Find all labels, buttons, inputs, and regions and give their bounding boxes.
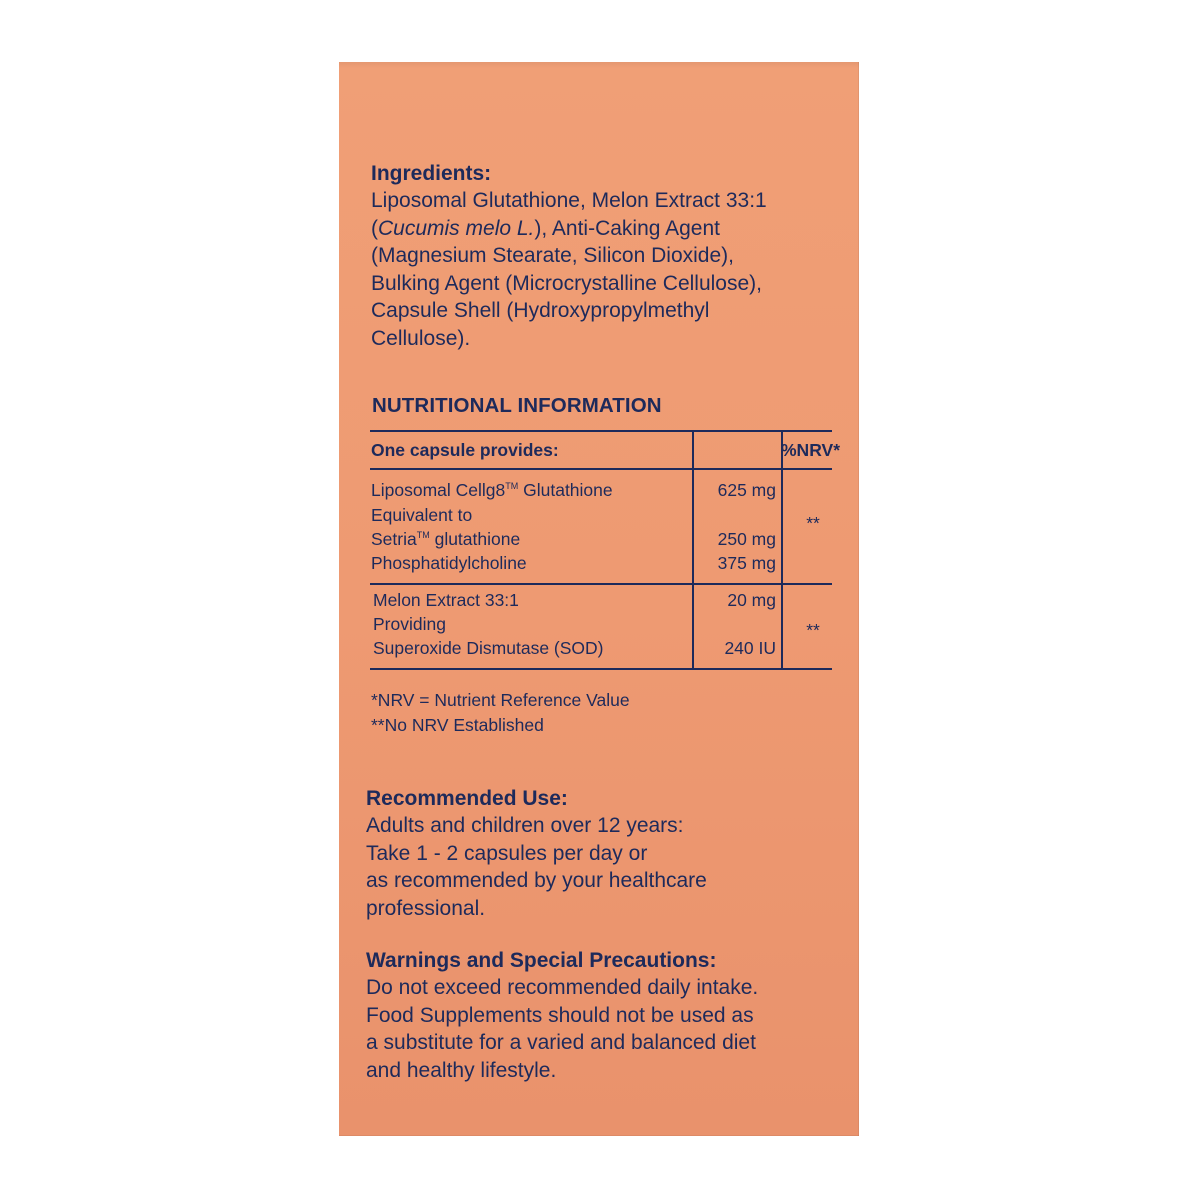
ingredients-text	[371, 187, 841, 352]
ingredients-line: (Cucumis melo L.), Anti-Caking Agent	[371, 216, 720, 240]
warnings-section	[366, 947, 846, 1084]
nutrition-footnotes	[371, 688, 630, 738]
nutrient-amount: 20 mg	[727, 590, 776, 610]
warnings-line: and healthy lifestyle.	[366, 1058, 557, 1082]
ingredients-latin-name: Cucumis melo L.	[378, 216, 535, 240]
ingredients-heading: Ingredients:	[371, 162, 492, 185]
ingredients-line: (Magnesium Stearate, Silicon Dioxide),	[371, 244, 734, 267]
ingredients-line: Cellulose).	[371, 326, 471, 350]
footnote: **No NRV Established	[371, 715, 544, 735]
nutrient-nrv: **	[806, 620, 820, 640]
warnings-line: a substitute for a varied and balanced diet	[366, 1031, 756, 1054]
nutrient-name: Phosphatidylcholine	[371, 553, 527, 573]
nutrient-name: Liposomal Cellg8™ Glutathione	[371, 480, 613, 500]
footnote: *NRV = Nutrient Reference Value	[371, 690, 630, 710]
table-header-nrv: %NRV*	[781, 440, 841, 460]
table-header-provides: One capsule provides:	[371, 440, 559, 460]
nutrition-table	[370, 430, 841, 670]
nutrient-name: Setria™ glutathione	[371, 529, 521, 549]
warnings-text	[366, 974, 846, 1084]
nutrient-amount: 240 IU	[724, 638, 776, 658]
warnings-line: Food Supplements should not be used as	[366, 1003, 754, 1027]
table-rule	[370, 430, 832, 432]
ingredients-line: Bulking Agent (Microcrystalline Cellulose),	[371, 271, 762, 295]
nutrition-title: NUTRITIONAL INFORMATION	[372, 394, 662, 417]
recommended-use-text	[366, 812, 836, 922]
recommended-use-line: Take 1 - 2 capsules per day or	[366, 841, 648, 865]
nutrient-amount: 625 mg	[717, 480, 776, 500]
recommended-use-line: Adults and children over 12 years:	[366, 814, 684, 837]
nutrient-name: Superoxide Dismutase (SOD)	[373, 638, 604, 658]
recommended-use-line: professional.	[366, 896, 486, 920]
warnings-heading: Warnings and Special Precautions:	[366, 949, 717, 972]
nutrient-nrv: **	[806, 513, 820, 533]
recommended-use-heading: Recommended Use:	[366, 787, 568, 810]
table-rule	[370, 668, 832, 670]
table-rule	[370, 468, 832, 470]
ingredients-line: Liposomal Glutathione, Melon Extract 33:1	[371, 189, 767, 212]
nutrient-name: Providing	[373, 614, 446, 634]
table-rule	[370, 583, 832, 585]
nutrient-amount: 250 mg	[717, 529, 776, 549]
nutrient-amount: 375 mg	[717, 553, 776, 573]
recommended-use-section	[366, 785, 836, 922]
recommended-use-line: as recommended by your healthcare	[366, 869, 707, 892]
nutrient-name: Equivalent to	[371, 505, 473, 525]
nutrient-name: Melon Extract 33:1	[373, 590, 519, 610]
warnings-line: Do not exceed recommended daily intake.	[366, 976, 759, 999]
product-label-panel	[339, 62, 859, 1136]
ingredients-section	[371, 160, 841, 352]
ingredients-line: Capsule Shell (Hydroxypropylmethyl	[371, 299, 710, 322]
